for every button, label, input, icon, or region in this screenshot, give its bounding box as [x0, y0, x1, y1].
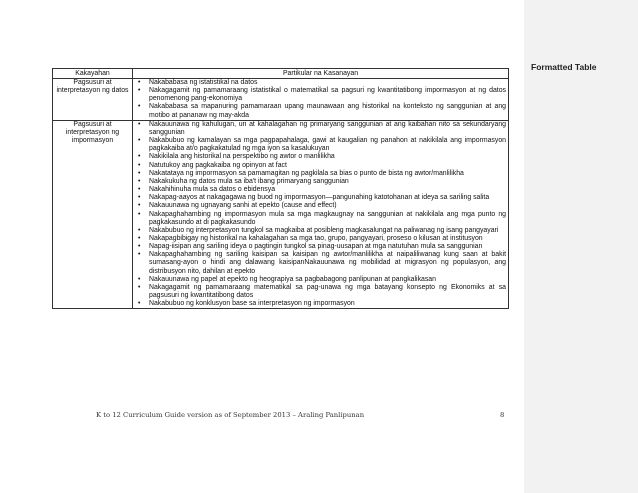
list-item: [133, 235, 506, 243]
kakayahan-cell: Pagsusuri at interpretasyon ng datos: [53, 79, 133, 121]
bullet-icon: •: [138, 234, 141, 242]
list-item: [133, 243, 506, 251]
page-number: 8: [500, 411, 505, 419]
list-item: [133, 251, 506, 275]
list-item-text: Nakahihinuha mula sa datos o ebidensya: [149, 186, 276, 194]
bullet-icon: •: [138, 210, 141, 218]
bullet-icon: •: [138, 251, 141, 259]
list-item: [133, 103, 506, 119]
list-item-text: Nakagagamit ng pamamaraang istatistikal o matematikal sa pagsuri ng kwantitatibong impormasyon at ng datos penomenong pang-ekonomiya: [149, 87, 506, 103]
list-item-text: Nakikilala ang historikal na perspektibo ng awtor o manlilikha: [149, 153, 335, 161]
list-item-text: Nakauunawa ng papel at epekto ng heograpiya sa pagbabagong panlipunan at pangkalikasan: [149, 275, 436, 283]
kasanayan-cell: [133, 79, 509, 121]
bullet-icon: •: [138, 275, 141, 283]
table-row: [53, 79, 509, 121]
list-item-text: Nakatataya ng impormasyon sa pamamagitan ng pagkilala sa bias o punto de bista ng awtor/manlilikha: [149, 169, 464, 177]
formatted-table-comment[interactable]: Formatted Table: [531, 62, 597, 72]
table-row: [53, 120, 509, 309]
bullet-icon: •: [138, 103, 141, 111]
list-item-text: Napag-iisipan ang sariling ideya o pagtingin tungkol sa pinag-uusapan at mga natutuhan mula sa sanggunian: [149, 243, 483, 251]
list-item-text: Nakagagamit ng pamamaraang matematikal sa pag-unawa ng mga batayang konsepto ng Ekonomiks at sa pagsusuri ng kwantitatibong datos: [149, 283, 506, 300]
table-header-row: [53, 69, 509, 79]
bullet-icon: •: [138, 137, 141, 145]
list-item: [133, 194, 506, 202]
list-item: [133, 276, 506, 284]
bullet-icon: •: [138, 300, 141, 308]
list-item: [133, 202, 506, 210]
list-item-text: Nakakukuha ng datos mula sa iba't ibang primaryang sanggunian: [149, 177, 349, 185]
bullet-icon: •: [138, 194, 141, 202]
bullet-icon: •: [138, 161, 141, 169]
list-item: [133, 284, 506, 300]
list-item: [133, 153, 506, 161]
list-item: [133, 121, 506, 137]
header-kakayahan: Kakayahan: [53, 69, 133, 79]
list-item: [133, 87, 506, 103]
list-item-text: Nakabubuo ng konklusyon base sa interpretasyon ng impormasyon: [149, 300, 355, 308]
list-item: [133, 79, 506, 87]
list-item: [133, 178, 506, 186]
list-item: [133, 186, 506, 194]
list-item-text: Nakauunawa ng kahulugan, uri at kahalagahan ng primaryang sanggunian at ang kaibahan nito sa sekundaryang sanggunian: [149, 120, 506, 136]
list-item-text: Nakapaghahambing ng impormasyon mula sa mga magkaugnay na sanggunian at nakikilala ang mga punto ng pagkakasundo at di pagkakasundo: [149, 210, 506, 226]
list-item: [133, 227, 506, 235]
list-item-text: Nakapaghahambing ng sariling kaisipan sa kaisipan ng awtor/manlilikha at naipaliliwanag kung saan at bakit sumasang-ayon o hindi ang dalawang kaisipanNakauunawa ng mobilidad at migrasyon ng populasyon, ang distribusyon nito, dahilan at epekto: [149, 251, 506, 275]
list-item-text: Nakabubuo ng interpretasyon tungkol sa magkaiba at posibleng magkasalungat na paliwanag ng isang pangyayari: [149, 226, 499, 234]
list-item-text: Nakababasa sa mapanuring pamamaraan upang maunawaan ang historikal na konteksto ng sanggunian at ang motibo at pananaw ng may-akda: [149, 103, 506, 119]
bullet-icon: •: [138, 153, 141, 161]
kakayahan-cell: Pagsusuri at interpretasyon ng impormasyon: [53, 120, 133, 309]
bullet-icon: •: [138, 226, 141, 234]
list-item: [133, 137, 506, 153]
header-partikular: Partikular na Kasanayan: [133, 69, 509, 79]
bullet-icon: •: [138, 120, 141, 128]
list-item-text: Nakauunawa ng ugnayang sanhi at epekto (cause and effect): [149, 202, 337, 210]
list-item-text: Nakababasa ng istatistikal na datos: [149, 79, 258, 86]
kasanayan-cell: [133, 120, 509, 309]
list-item: [133, 300, 506, 308]
bullet-icon: •: [138, 202, 141, 210]
bullet-icon: •: [138, 169, 141, 177]
skills-list: [133, 79, 508, 120]
bullet-icon: •: [138, 177, 141, 185]
footer-text: K to 12 Curriculum Guide version as of September 2013 – Araling Panlipunan: [96, 411, 365, 419]
bullet-icon: •: [138, 79, 141, 86]
list-item-text: Nakapag-aayos at nakagagawa ng buod ng impormasyon—pangunahing katotohanan at ideya sa sariling salita: [149, 194, 490, 202]
list-item-text: Natutukoy ang pagkakaiba ng opinyon at fact: [149, 161, 287, 169]
competency-table: [52, 68, 509, 309]
list-item: [133, 162, 506, 170]
skills-list: [133, 121, 508, 309]
list-item-text: Nakapagbibigay ng historikal na kahalagahan sa mga tao, grupo, pangyayari, proseso o kilusan at institusyon: [149, 234, 483, 242]
list-item: [133, 211, 506, 227]
comment-side-panel: [524, 0, 638, 493]
list-item: [133, 170, 506, 178]
bullet-icon: •: [138, 243, 141, 251]
bullet-icon: •: [138, 87, 141, 95]
bullet-icon: •: [138, 283, 141, 291]
list-item-text: Nakabubuo ng kamalayan sa mga pagpapahalaga, gawi at kaugalian ng panahon at nakikilala ang impormasyon pagkakaiba at/o pagkakatulad ng mga iyon sa kasalukuyan: [149, 137, 506, 153]
bullet-icon: •: [138, 186, 141, 194]
